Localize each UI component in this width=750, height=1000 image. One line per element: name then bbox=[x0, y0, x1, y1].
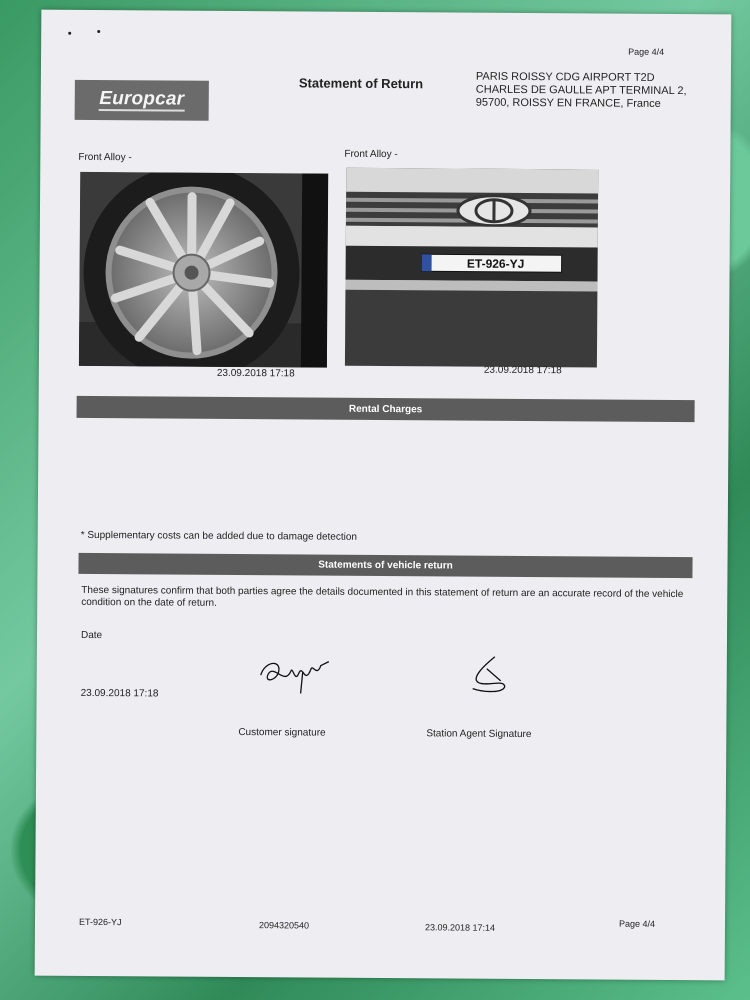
rental-charges-heading: Rental Charges bbox=[77, 396, 695, 422]
address-line: PARIS ROISSY CDG AIRPORT T2D bbox=[475, 70, 655, 84]
photo-label: Front Alloy - bbox=[78, 151, 132, 164]
page-number-top: Page 4/4 bbox=[628, 46, 665, 57]
photo-timestamp: 23.09.2018 17:18 bbox=[483, 364, 562, 377]
footer-datetime: 23.09.2018 17:14 bbox=[424, 922, 496, 933]
photo-timestamp: 23.09.2018 17:18 bbox=[216, 367, 295, 380]
statements-text: These signatures confirm that both parties agree the details documented in this statement of return are an accurate record of the vehicle condition on the date of return. bbox=[81, 584, 684, 609]
grille-photo bbox=[345, 168, 598, 368]
statements-heading: Statements of vehicle return bbox=[78, 553, 692, 578]
address-line: CHARLES DE GAULLE APT TERMINAL 2, bbox=[475, 83, 687, 98]
punch-mark bbox=[97, 30, 100, 33]
supplementary-note: * Supplementary costs can be added due to damage detection bbox=[80, 529, 358, 543]
date-value: 23.09.2018 17:18 bbox=[80, 687, 159, 700]
license-plate: ET-926-YJ bbox=[466, 256, 525, 271]
agent-signature-icon bbox=[465, 653, 515, 697]
agent-signature-label: Station Agent Signature bbox=[426, 728, 532, 741]
punch-mark bbox=[68, 32, 71, 35]
footer-plate: ET-926-YJ bbox=[78, 916, 122, 928]
grille-photo-icon bbox=[345, 168, 598, 368]
footer-page-number: Page 4/4 bbox=[618, 918, 656, 929]
document-title: Statement of Return bbox=[298, 75, 424, 92]
wheel-photo bbox=[79, 172, 328, 368]
date-label: Date bbox=[80, 629, 103, 642]
customer-signature-icon bbox=[255, 651, 335, 696]
photo-label: Front Alloy - bbox=[344, 148, 398, 161]
footer-number: 2094320540 bbox=[258, 920, 310, 931]
station-address bbox=[476, 71, 687, 111]
europcar-logo: Europcar bbox=[75, 80, 209, 121]
address-line: 95700, ROISSY EN FRANCE, France bbox=[475, 96, 661, 110]
wheel-photo-icon bbox=[79, 172, 328, 368]
document-page bbox=[35, 10, 732, 981]
customer-signature-label: Customer signature bbox=[238, 726, 326, 739]
